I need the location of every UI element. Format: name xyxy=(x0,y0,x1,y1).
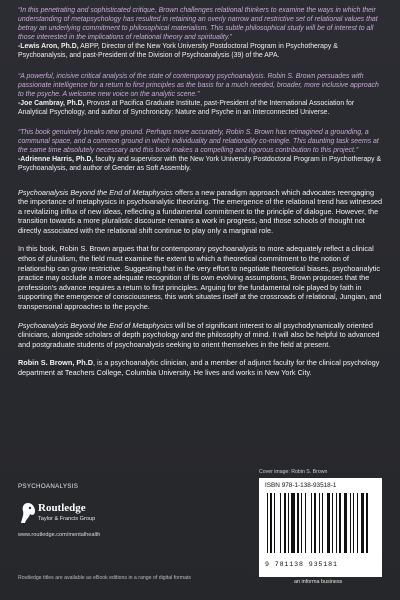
cover-credit: Cover image: Robin S. Brown xyxy=(259,469,328,475)
barcode-bar xyxy=(311,493,312,553)
cover-text xyxy=(18,6,384,387)
barcode-bar xyxy=(366,493,368,553)
description-paragraph-3 xyxy=(18,321,384,350)
author-name: Robin S. Brown, Ph.D xyxy=(18,358,93,368)
routledge-logo xyxy=(20,501,120,527)
attribution-2 xyxy=(18,99,384,117)
barcode xyxy=(265,493,376,559)
publisher-group: Taylor & Francis Group xyxy=(38,516,96,522)
routledge-bird-icon xyxy=(20,501,36,525)
book-title: Psychoanalysis Beyond the End of Metaphysics xyxy=(18,187,173,197)
attribution-1 xyxy=(18,42,384,60)
barcode-bar xyxy=(280,493,281,553)
ebook-note: Routledge titles are available as eBook editions in a range of digital formats xyxy=(18,575,192,581)
description-paragraph-1 xyxy=(18,188,384,236)
barcode-bar xyxy=(361,493,364,553)
barcode-bar xyxy=(297,493,299,553)
attribution-2-credentials: Provost at Pacifica Graduate Institute, past-President of the International Association for Analytical Psychology, and author of Synchronicity: Nature and Psyche in an Interconnected Universe. xyxy=(18,99,355,116)
barcode-bar xyxy=(284,493,286,553)
quote-3: “This book genuinely breaks new ground. Perhaps more accurately, Robin S. Brown has reimagined a grounding, a communal space, and a common ground in which individuality and relationality co-mingle. This daunting task seems at the same time absolutely necessary and this book makes a compelling and rigorous contribution to this project.” xyxy=(18,129,379,155)
barcode-box xyxy=(259,478,382,577)
isbn-label: ISBN 978-1-138-93518-1 xyxy=(265,482,337,489)
description-text-1: offers a new paradigm approach which advocates reengaging the importance of metaphysics in psychoanalytic theorizing. The emergence of the relational trend has witnessed a revitalizing influx of new ideas, reflecting a fundamental commitment to the principle of dialogue. However, the transition towards a more pluralistic discourse remains a work in progress, and those schools of thought not directly associated with the relational shift continue to play only a marginal role. xyxy=(18,187,383,235)
author-bio xyxy=(18,358,384,377)
barcode-bar xyxy=(267,493,268,553)
quote-1: “In this penetrating and sophisticated critique, Brown challenges relational thinkers to examine the ways in which their understanding of metapsychology has resulted in retaining an overly narrow and restrictive set of relational values that betray an underlying commitment to philosophical materialism. This subtle philosophical study will be of interest to all those interested in the implications of relational theory and spirituality.” xyxy=(18,7,378,42)
category-label: PSYCHOANALYSIS xyxy=(18,483,79,490)
attribution-1-credentials: ABPP, Director of the New York University Postdoctoral Program in Psychotherapy & Psychoanalysis, and past-President of the Division of Psychoanalysis (39) of the APA. xyxy=(18,43,338,60)
attribution-3-credentials: faculty and supervisor with the New York University Postdoctoral Program in Psychotherapy & Psychoanalysis, and author of Gender as Soft Assembly. xyxy=(18,156,382,173)
barcode-bar xyxy=(357,493,358,553)
barcode-bar xyxy=(274,493,275,553)
quote-2: “A powerful, incisive critical analysis of the state of contemporary psychoanalysis. Robin S. Brown persuades with passionate intelligence for a return to first principles as the basis for a much needed, broader, more inclusive approach to the psyche. A welcome new voice on the analytic scene.” xyxy=(18,72,379,98)
description-paragraph-2: In this book, Robin S. Brown argues that for contemporary psychoanalysis to more adequately reflect a clinical ethos of pluralism, the field must examine the extent to which a theoretical commitment to the notion of relationship can grow restrictive. Suggesting that in the very effort to negotiate theoretical biases, psychoanalytic practice may occlude a more adequate recognition of its own evolving assumptions, Brown proposes that the profession’s advance requires a return to first principles. Arguing for the fundamental role played by faith in supporting the emergence of consciousness, this work situates itself at the crossroads of relational, Jungian, and transpersonal approaches to the psyche. xyxy=(18,244,382,312)
barcode-bar xyxy=(270,493,272,553)
barcode-bar xyxy=(319,493,320,553)
barcode-bar xyxy=(353,493,354,553)
barcode-bar xyxy=(301,493,302,553)
barcode-bar xyxy=(288,493,289,553)
attribution-3-name: -Adrienne Harris, Ph.D, xyxy=(18,156,94,164)
author-bio-text: , is a psychoanalytic clinician, and a member of adjunct faculty for the clinical psychology department at Teachers College, Columbia University. He lives and works in New York City. xyxy=(18,358,380,377)
publisher-url: www.routledge.com/mentalhealth xyxy=(18,532,101,538)
description-text-3: will be of significant interest to all psychodynamically oriented clinicians, alongside scholars of depth psychology and the philosophy of mind. It will also be helpful to advanced and postgraduate students of psychoanalysis seeking to orient themselves in the field at present. xyxy=(18,320,380,349)
informa-business: an informa business xyxy=(294,579,343,585)
attribution-3 xyxy=(18,155,384,173)
barcode-bar xyxy=(322,493,323,553)
barcode-bar xyxy=(327,493,330,553)
publisher-name: Routledge xyxy=(38,502,86,514)
barcode-bar xyxy=(336,493,337,553)
barcode-bar xyxy=(344,493,347,553)
attribution-2-name: -Joe Cambray, Ph.D, xyxy=(18,99,85,107)
attribution-1-name: -Lewis Aron, Ph.D, xyxy=(18,43,79,51)
barcode-bar xyxy=(305,493,306,553)
barcode-digits: 9 781138 935181 xyxy=(265,561,338,568)
barcode-bar xyxy=(339,493,341,553)
barcode-bar xyxy=(350,493,351,553)
barcode-bar xyxy=(332,493,333,553)
barcode-bar xyxy=(314,493,316,553)
barcode-bar xyxy=(291,493,294,553)
book-title: Psychoanalysis Beyond the End of Metaphysics xyxy=(18,320,173,330)
